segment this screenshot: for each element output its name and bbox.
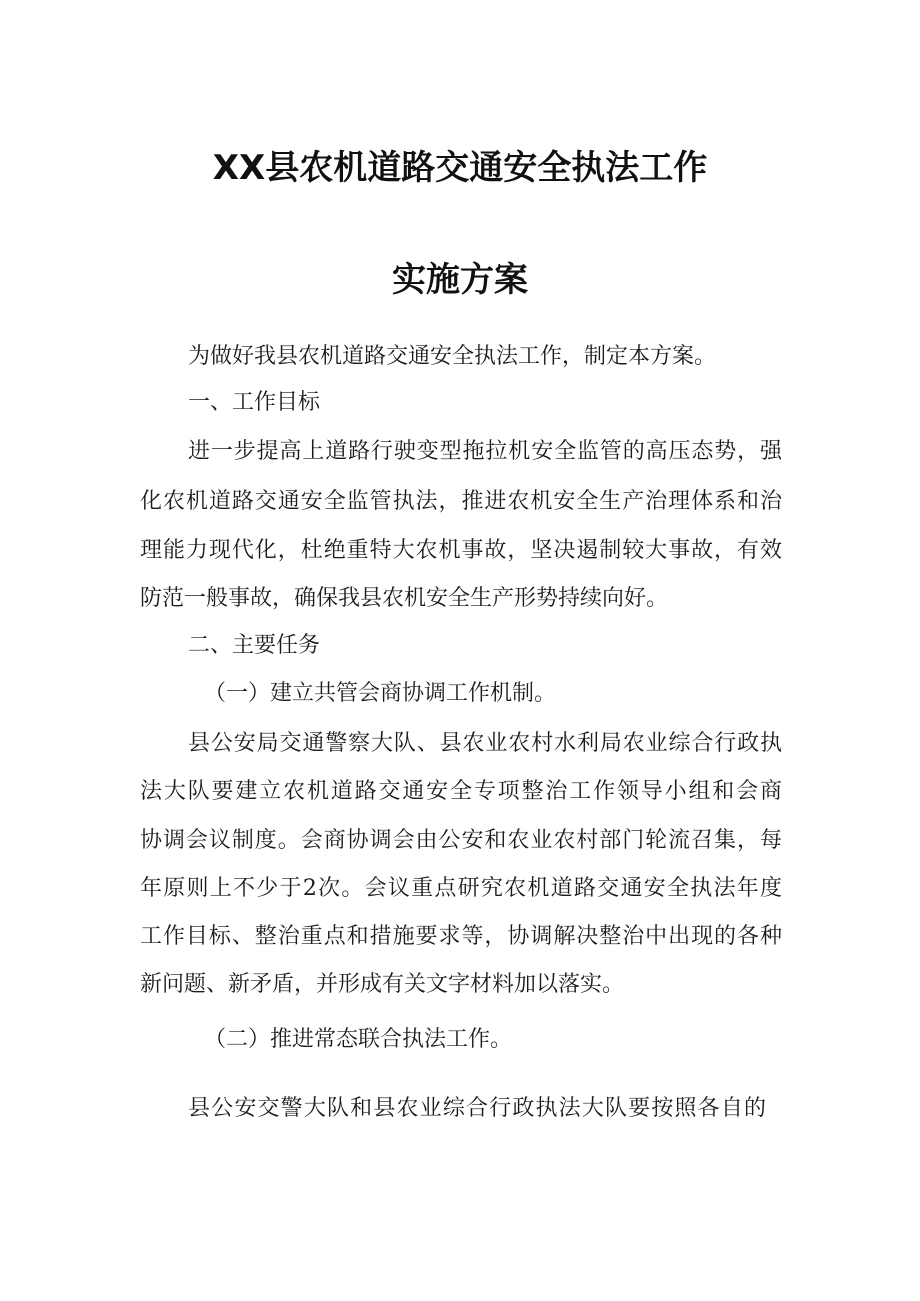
section-1-paragraph-line: 进一步提高上道路行驶变型拖拉机安全监管的高压态势，强 (188, 439, 782, 464)
section-1-heading: 一、工作目标 (188, 390, 321, 415)
subsection-1-heading: （一）建立共管会商协调工作机制。 (204, 681, 557, 706)
section-1-paragraph-line: 化农机道路交通安全监管执法，推进农机安全生产治理体系和治 (140, 489, 782, 514)
section-1-paragraph-line: 理能力现代化，杜绝重特大农机事故，坚决遏制较大事故，有效 (140, 538, 782, 563)
subsection-2-heading: （二）推进常态联合执法工作。 (204, 1027, 513, 1052)
document-title-line-2: 实施方案 (392, 260, 528, 300)
subsection-2-paragraph-line: 县公安交警大队和县农业综合行政执法大队要按照各自的 (188, 1096, 766, 1121)
section-2-heading: 二、主要任务 (188, 633, 321, 658)
subsection-1-paragraph-line: 年原则上不少于2次。会议重点研究农机道路交通安全执法年度 (140, 876, 782, 901)
subsection-1-paragraph-line: 法大队要建立农机道路交通安全专项整治工作领导小组和会商 (140, 779, 782, 804)
subsection-1-paragraph-line: 新问题、新矛盾，并形成有关文字材料加以落实。 (140, 972, 625, 997)
section-1-paragraph-line: 防范一般事故，确保我县农机安全生产形势持续向好。 (140, 586, 669, 611)
subsection-1-paragraph-line: 协调会议制度。会商协调会由公安和农业农村部门轮流召集，每 (140, 828, 782, 853)
document-title-line-1: XX县农机道路交通安全执法工作 (212, 148, 708, 188)
intro-paragraph: 为做好我县农机道路交通安全执法工作，制定本方案。 (188, 344, 717, 369)
subsection-1-paragraph-line: 工作目标、整治重点和措施要求等，协调解决整治中出现的各种 (140, 924, 782, 949)
subsection-1-paragraph-line: 县公安局交通警察大队、县农业农村水利局农业综合行政执 (188, 731, 782, 756)
